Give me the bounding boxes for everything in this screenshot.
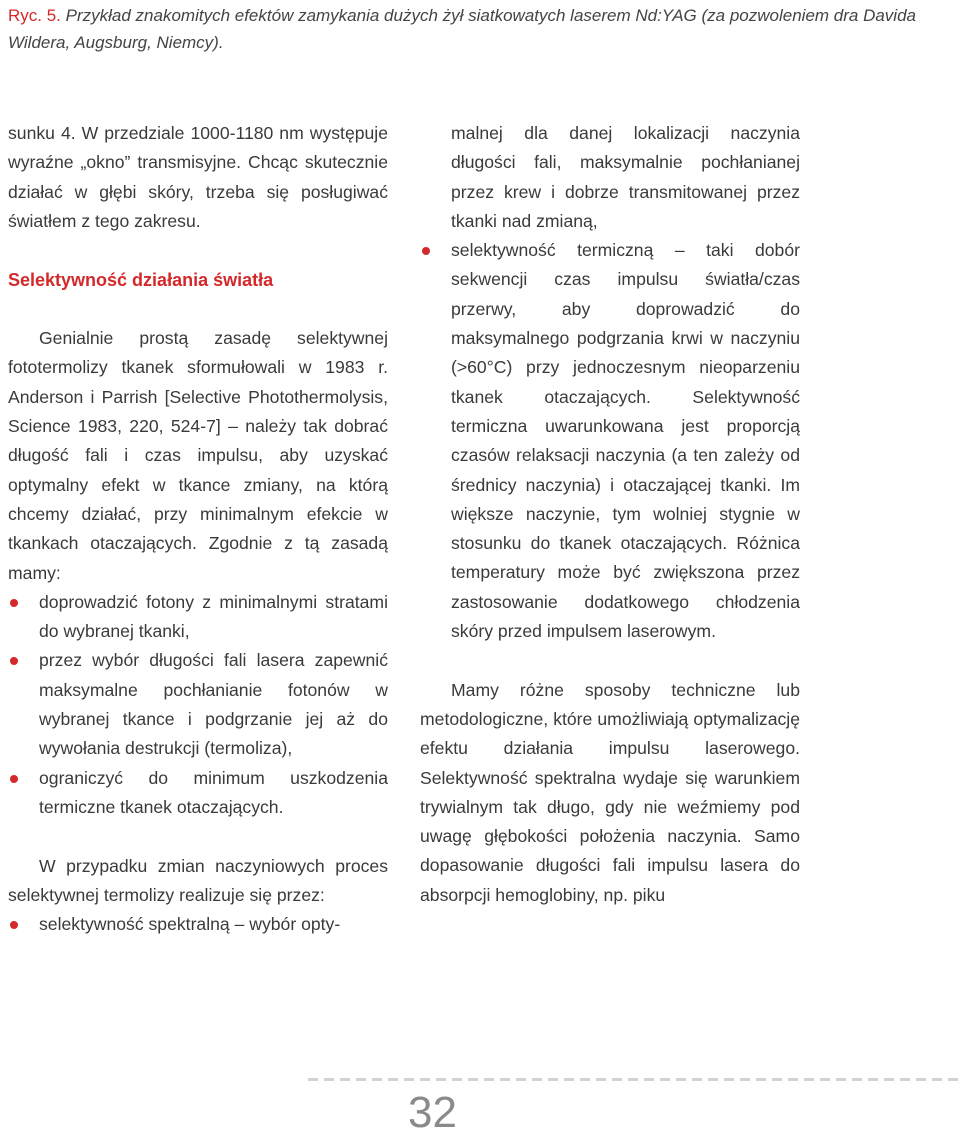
list-item-text: ograniczyć do minimum uszkodzenia termiczne tkanek otaczających. [39, 767, 388, 817]
figure-caption-text: Przykład znakomitych efektów zamykania dużych żył siatkowatych laserem Nd:YAG (za pozwoleniem dra Davida Wildera, Augsburg, Niemcy). [8, 6, 916, 52]
section-heading: Selektywność działania światła [8, 270, 274, 291]
footer-dashed-rule [308, 1078, 960, 1081]
bullet-list-2 [8, 910, 388, 939]
body-paragraph-2: W przypadku zmian naczyniowych proces selektywnej termolizy realizuje się przez: [8, 855, 388, 905]
intro-paragraph: sunku 4. W przedziale 1000-1180 nm występuje wyraźne „okno” transmisyjne. Chcąc skutecznie działać w głębi skóry, trzeba się posługiwać światłem z tego zakresu. [8, 123, 388, 231]
bullet-dot-icon [422, 247, 430, 255]
bullet-dot-icon [10, 657, 18, 665]
list-item [8, 646, 388, 763]
bullet-list [8, 588, 388, 822]
bullet-list-continued [420, 119, 800, 646]
bullet-dot-icon [10, 599, 18, 607]
right-column [420, 119, 800, 910]
list-item [420, 236, 800, 646]
left-column [8, 119, 388, 939]
list-item [420, 119, 800, 236]
list-item-text: selektywność spektralną – wybór opty- [39, 914, 341, 935]
body-paragraph: Genialnie prostą zasadę selektywnej fototermolizy tkanek sformułowali w 1983 r. Anderson i Parrish [Selective Photothermolysis, Science 1983, 220, 524-7] – należy tak dobrać długość fali i czas impulsu, aby uzyskać optymalny efekt w tkance zmiany, na którą chcemy działać, przy minimalnym efekcie w tkankach otaczających. Zgodnie z tą zasadą mamy: [8, 328, 388, 583]
list-item-text: malnej dla danej lokalizacji naczynia długości fali, maksymalnie pochłanianej przez krew i dobrze transmitowanej przez tkanki nad zmianą, [451, 123, 800, 231]
page-number: 32 [408, 1088, 457, 1137]
list-item-text: selektywność termiczną – taki dobór sekwencji czas impulsu światła/czas przerwy, aby doprowadzić do maksymalnego podgrzania krwi w naczyniu (>60°C) przy jednoczesnym nieoparzeniu tkanek otaczających. Selektywność termiczna uwarunkowana jest proporcją czasów relaksacji naczynia (a ten zależy od średnicy naczynia) i otaczającej tkanki. Im większe naczynie, tym wolniej stygnie w stosunku do tkanek otaczających. Różnica temperatury może być zwiększona przez zastosowanie dodatkowego chłodzenia skóry przed impulsem laserowym. [451, 240, 800, 642]
list-item [8, 910, 388, 939]
list-item-text: przez wybór długości fali lasera zapewnić maksymalne pochłanianie fotonów w wybranej tkance i podgrzanie jej aż do wywołania destrukcji (termoliza), [39, 650, 388, 759]
figure-caption [8, 2, 953, 56]
bullet-dot-icon [10, 921, 18, 929]
list-item-text: doprowadzić fotony z minimalnymi stratami do wybranej tkanki, [39, 591, 388, 642]
list-item [8, 764, 388, 823]
list-item [8, 588, 388, 647]
figure-label: Ryc. 5. [8, 6, 61, 25]
body-paragraph-right: Mamy różne sposoby techniczne lub metodologiczne, które umożliwiają optymalizację efektu działania impulsu laserowego. Selektywność spektralna wydaje się warunkiem trywialnym tak długo, gdy nie weźmiemy pod uwagę głębokości położenia naczynia. Samo dopasowanie długości fali impulsu lasera do absorpcji hemoglobiny, np. piku [420, 679, 800, 905]
bullet-dot-icon [10, 775, 18, 783]
